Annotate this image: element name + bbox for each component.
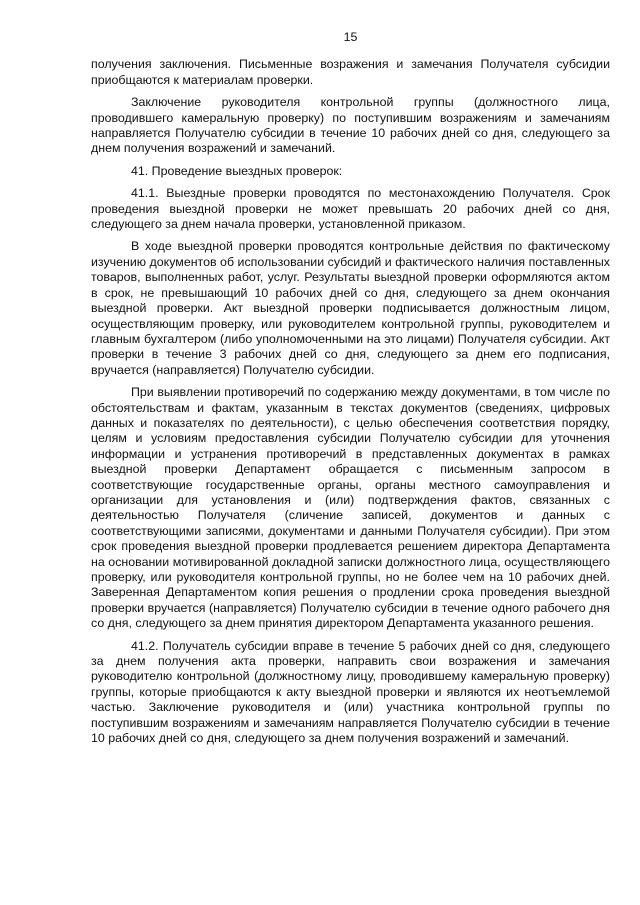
paragraph-41-1: 41.1. Выездные проверки проводятся по местонахождению Получателя. Срок проведения выездной проверки не может превышать 20 рабочих дней со дня, следующего за днем начала проверки, установленной приказом. bbox=[91, 186, 610, 232]
paragraph-contradictions: При выявлении противоречий по содержанию между документами, в том числе по обстоятельствам и фактам, указанным в текстах документов (сведениях, цифровых данных и показателях по деятельности), с целью обеспечения соответствия порядку, целям и условиям предоставления субсидии Получателю субсидии для уточнения информации и устранения противоречий в представленных документах в рамках выездной проверки Департамент обращается с письменным запросом в соответствующие государственные органы, органы местного самоуправления и организации для установления и (или) подтверждения фактов, связанных с деятельностью Получателя (сличение записей, документов и данных с соответствующими записями, документами и данными Получателя субсидии). При этом срок проведения выездной проверки продлевается решением директора Департамента на основании мотивированной докладной записки должностного лица, осуществляющего проверку, или руководителя контрольной группы, но не более чем на 10 рабочих дней. Заверенная Департаментом копия решения о продлении срока проведения выездной проверки вручается (направляется) Получателю субсидии в течение одного рабочего дня со дня, следующего за днем принятия директором Департамента указанного решения. bbox=[91, 385, 610, 631]
paragraph-conclusion: Заключение руководителя контрольной группы (должностного лица, проводившего камеральную проверку) по поступившим возражениям и замечаниям направляется Получателю субсидии в течение 10 рабочих дней со дня, следующего за днем получения возражений и замечаний. bbox=[91, 95, 610, 156]
paragraph-41-2: 41.2. Получатель субсидии вправе в течение 5 рабочих дней со дня, следующего за днем получения акта проверки, направить свои возражения и замечания руководителю контрольной (должностному лицу, проводившему камеральную проверку) группы, которые приобщаются к акту выездной проверки и являются их неотъемлемой частью. Заключение руководителя и (или) участника контрольной группы по поступившим возражениям и замечаниям направляется Получателю субсидии в течение 10 рабочих дней со дня, следующего за днем получения возражений и замечаний. bbox=[91, 638, 610, 746]
paragraph-section-41: 41. Проведение выездных проверок: bbox=[131, 163, 343, 178]
paragraph-continuation: получения заключения. Письменные возражения и замечания Получателя субсидии приобщаются к материалам проверки. bbox=[91, 57, 610, 87]
paragraph-field-check: В ходе выездной проверки проводятся контрольные действия по фактическому изучению документов об использовании субсидий и фактического наличия поставленных товаров, выполненных работ, услуг. Результаты выездной проверки оформляются актом в срок, не превышающий 10 рабочих дней со дня, следующего за днем окончания выездной проверки. Акт выездной проверки подписывается должностным лицом, осуществляющим проверку, или руководителем контрольной группы, руководителем и главным бухгалтером (либо уполномоченными на это лицами) Получателя субсидии. Акт проверки в течение 3 рабочих дней со дня, следующего за днем его подписания, вручается (направляется) Получателю субсидии. bbox=[91, 239, 610, 377]
page-number: 15 bbox=[343, 30, 358, 44]
